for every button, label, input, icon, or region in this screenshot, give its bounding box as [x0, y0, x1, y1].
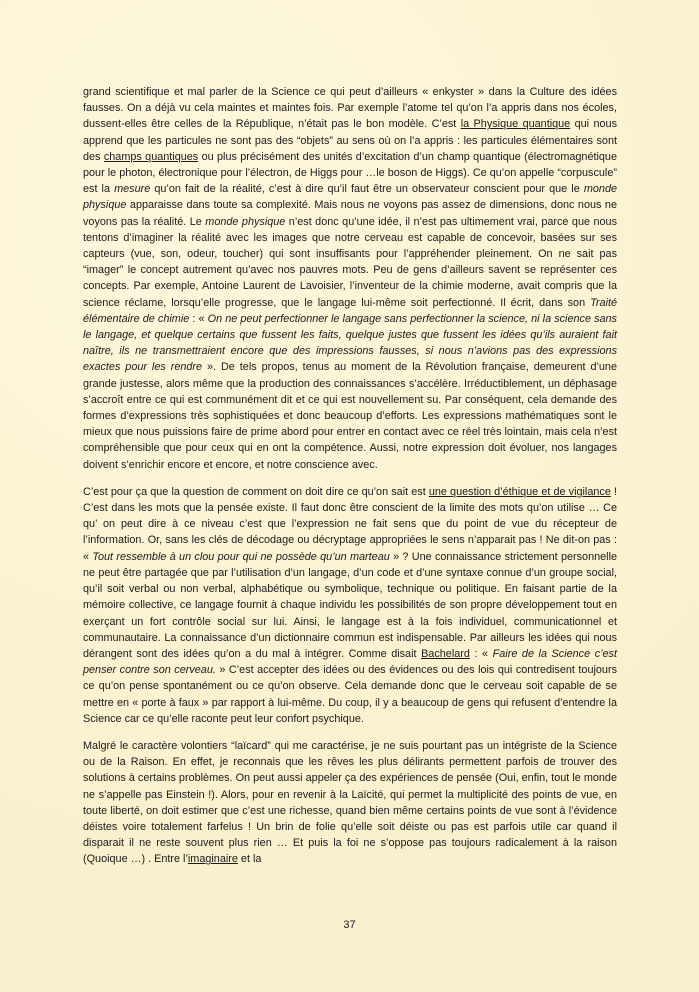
underlined-text: champs quantiques [103, 150, 199, 163]
text-run: ». De tels propos, tenus au moment de la Révolution française, demeurent d’une grande justesse, alors même que la production des connaissances s’accélère. Irréductiblement, un déphasage s’accroît entre ce qui est communément dit et ce qui est nouvellement su. Par conséquent, cela demande des formes d’expressions très sophistiquées et donc beaucoup d’efforts. Les expressions mathématiques sont le mieux que nous puissions faire de prime abord pour entrer en contact avec ce réel très lointain, mais cela n’est compréhensible que pour ceux qui en ont la compétence. Aussi, notre expression doit évoluer, nos langages doivent s’enrichir encore et encore, et notre conscience avec. [83, 361, 617, 471]
italic-text: On ne peut perfectionner le langage sans perfectionner la science, ni la science sans le langage, et quelque certains que fussent les faits, quelque justes que fussent les idées qu’ils auraient fait naître, ils ne transmettraient encore que des impressions fausses, si nous n’avions pas des expressions exactes pour les rendre [83, 312, 617, 374]
text-run: qu’on fait de la réalité, c’est à dire qu’il faut être un observateur conscient pour que le [150, 183, 584, 196]
text-run: C’est pour ça que la question de comment on doit dire ce qu’on sait est [83, 485, 429, 498]
text-run: Malgré le caractère volontiers “laïcard” qui me caractérise, je ne suis pourtant pas un intégriste de la Science ou de la Raison. En effet, je reconnais que les rêves les plus délirants permettent parfois de trouver des solutions à certains problèmes. On peut aussi appeler ça des expériences de pensée (Oui, enfin, tout le monde ne s’appelle pas Einstein !). Alors, pour en revenir à la Laïcité, qui permet la multiplicité des points de vue, en toute liberté, on doit estimer que c’est une richesse, quand bien même certains points de vue sont à l’évidence déistes voire totalement farfelus ! Un brin de folie qu’elle soit déiste ou pas est parfois utile car quand il disparait il ne reste souvent plus rien … Et puis la foi ne s’oppose pas toujours radicalement à la raison (Quoique …) . Entre l’ [83, 739, 617, 866]
text-run: n’est donc qu’une idée, il n’est pas ultimement vrai, parce que nous tentons d’imaginer la réalité avec les images que notre cerveau est capable de concevoir, basées sur ses capteurs (vue, son, odeur, toucher) qui sont insuffisants pour l’appréhender pleinement. On ne sait pas “imager” le concept autrement qu’avec nos pauvres mots. Peu de gens d’ailleurs savent se représenter ces concepts. Par exemple, Antoine Laurent de Lavoisier, l’inventeur de la chimie moderne, avait compris que la science réclame, lorsqu’elle progresse, que le langage lui-même soit perfectionné. Il écrit, dans son [83, 215, 617, 309]
text-run: ! C’est dans les mots que la pensée existe. Il faut donc être conscient de la limite des mots qu’on utilise … Ce qu’ on peut dire à ce niveau c’est que l’expression ne fait sens que du point de vue du récepteur de l’information. Or, sans les clés de décodage ou décryptage appropriées le sens n’apparait pas ! Ne dit-on pas : « [83, 485, 617, 563]
text-run: » ? Une connaissance strictement personnelle ne peut être partagée que par l’utilisation d’un langage, d’un code et d’une syntaxe connue d’un groupe social, qu’il soit verbal ou non verbal, alphabétique ou symbolique, technique ou politique. En faisant partie de la mémoire collective, ce langage fournit à chaque individu les possibilités de son propre développement tout en exerçant un fort contrôle social sur lui. Ainsi, le langage est à la fois individuel, communicationnel et communautaire. La connaissance d’un dictionnaire commun est indispensable. Par ailleurs les idées qui nous dérangent sont des idées qu’on a du mal à intégrer. Comme disait [83, 550, 618, 660]
italic-text: mesure [114, 183, 151, 196]
page-number: 37 [343, 919, 356, 931]
underlined-text: Bachelard [421, 647, 470, 660]
text-run: : « [189, 312, 208, 325]
text-run: qui nous apprend que les particules ne sont pas des “objets” au sens où on l’a appris : les particules élémentaires sont des [83, 118, 618, 163]
text-run: : « [469, 647, 493, 660]
italic-text: monde physique [205, 215, 286, 228]
underlined-text: imaginaire [187, 853, 238, 866]
text-run: » C’est accepter des idées ou des évidences ou des lois qui contredisent toujours ce qu’on pense spontanément ou ce qu’on observe. Cela demande donc que le cerveau soit capable de se mettre en « porte à faux » par rapport à lui-même. Du coup, il y a beaucoup de gens qui refusent d’entendre la Science car ce qu’elle raconte peut leur confort psychique. [83, 664, 617, 725]
text-run: ou plus précisément des unités d’excitation d’un champ quantique (électromagnétique pour le photon, électronique pour l’électron, de Higgs pour …le boson de Higgs). Ce qu’on appelle “corpuscule” est la [83, 150, 617, 196]
paragraph [83, 738, 617, 868]
italic-text: monde physique [83, 183, 617, 212]
paragraph [83, 84, 617, 473]
text-run: grand scientifique et mal parler de la Science ce qui peut d’ailleurs « enkyster » dans la Culture des idées fausses. On a déjà vu cela maintes et maintes fois. Par exemple l’atome tel qu’on l’a appris dans nos écoles, dussent-elles être celles de la République, n’était pas le bon modèle. C’est [83, 86, 617, 131]
italic-text: Traité élémentaire de chimie [83, 296, 617, 325]
paragraph [83, 484, 617, 727]
body-text [83, 84, 617, 868]
text-run: et la [237, 853, 262, 866]
italic-text: Faire de la Science c’est penser contre son cerveau. [83, 647, 617, 677]
underlined-text: une question d’éthique et de vigilance [428, 485, 611, 498]
text-run: apparaisse dans toute sa complexité. Mais nous ne voyons pas assez de dimensions, donc nous ne voyons pas la réalité. Le [83, 199, 617, 228]
underlined-text: la Physique quantique [460, 118, 571, 131]
italic-text: Tout ressemble à un clou pour qui ne possède qu’un marteau [92, 550, 390, 563]
